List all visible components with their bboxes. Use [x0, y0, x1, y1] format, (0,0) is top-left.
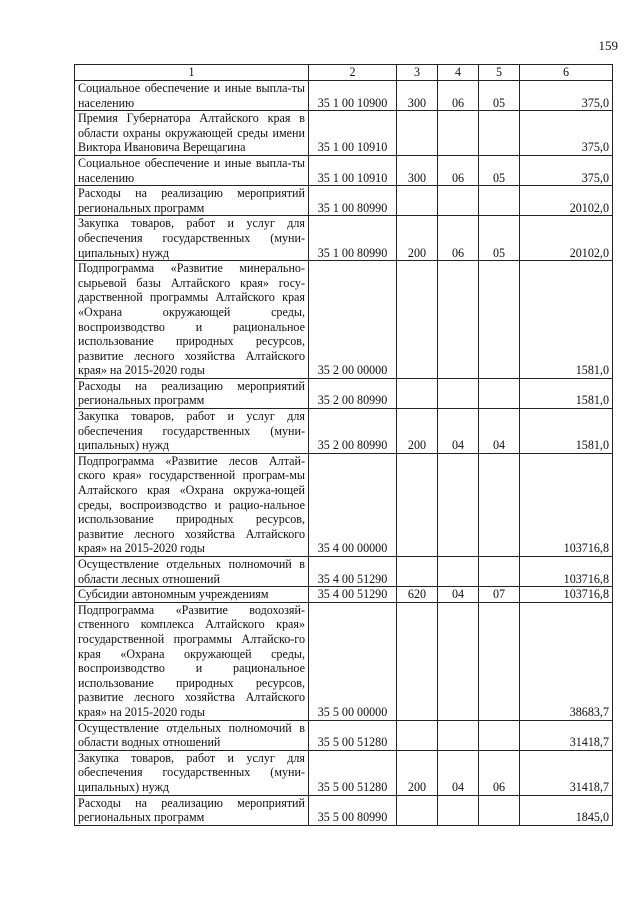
row-section-cell: [438, 186, 479, 216]
table-body: [75, 81, 613, 826]
row-code-cell: 35 5 00 80990: [309, 795, 397, 825]
row-subsection-cell: 05: [479, 155, 520, 185]
row-expense-type-cell: 200: [397, 216, 438, 261]
row-code-cell: 35 2 00 00000: [309, 261, 397, 379]
row-expense-type-cell: [397, 557, 438, 587]
row-amount-cell: 38683,7: [520, 602, 613, 720]
row-code-cell: 35 5 00 51280: [309, 750, 397, 795]
row-amount-cell: 103716,8: [520, 587, 613, 603]
row-subsection-cell: [479, 720, 520, 750]
row-section-cell: [438, 557, 479, 587]
table-row: [75, 261, 613, 379]
row-code-cell: 35 1 00 10910: [309, 155, 397, 185]
row-section-cell: 04: [438, 587, 479, 603]
row-subsection-cell: 05: [479, 81, 520, 111]
row-section-cell: 04: [438, 409, 479, 454]
row-name-cell: Закупка товаров, работ и услуг для обеспечения государственных (муни-ципальных) нужд: [75, 409, 309, 454]
row-amount-cell: 31418,7: [520, 750, 613, 795]
row-section-cell: 06: [438, 155, 479, 185]
row-amount-cell: 1845,0: [520, 795, 613, 825]
table-row: [75, 602, 613, 720]
column-header-3: 3: [397, 65, 438, 81]
row-amount-cell: 1581,0: [520, 378, 613, 408]
table-row: [75, 409, 613, 454]
row-name-cell: Осуществление отдельных полномочий в области лесных отношений: [75, 557, 309, 587]
row-subsection-cell: [479, 111, 520, 156]
row-amount-cell: 375,0: [520, 111, 613, 156]
row-expense-type-cell: [397, 186, 438, 216]
row-expense-type-cell: [397, 602, 438, 720]
row-amount-cell: 103716,8: [520, 557, 613, 587]
row-name-cell: Осуществление отдельных полномочий в области водных отношений: [75, 720, 309, 750]
row-code-cell: 35 1 00 10910: [309, 111, 397, 156]
table-row: [75, 111, 613, 156]
row-subsection-cell: 04: [479, 409, 520, 454]
row-expense-type-cell: [397, 261, 438, 379]
row-name-cell: Подпрограмма «Развитие водохозяй-ственного комплекса Алтайского края» государственной программы Алтайско-го края «Охрана окружающей среды, воспроизводство и рациональное использование природных ресурсов, развитие лесного хозяйства Алтайского края» на 2015-2020 годы: [75, 602, 309, 720]
row-code-cell: 35 1 00 10900: [309, 81, 397, 111]
column-header-4: 4: [438, 65, 479, 81]
row-amount-cell: 20102,0: [520, 186, 613, 216]
table-row: [75, 795, 613, 825]
table-row: [75, 720, 613, 750]
row-code-cell: 35 4 00 51290: [309, 557, 397, 587]
table-row: [75, 750, 613, 795]
row-subsection-cell: 05: [479, 216, 520, 261]
row-expense-type-cell: [397, 720, 438, 750]
table-row: [75, 557, 613, 587]
page-number: 159: [598, 38, 618, 53]
row-name-cell: Подпрограмма «Развитие лесов Алтай-ского края» государственной програм-мы Алтайского края «Охрана окружа-ющей среды, воспроизводство и рацио-нальное использование природных ресурсов, развитие лесного хозяйства Алтайского края» на 2015-2020 годы: [75, 453, 309, 556]
table-header-row: [75, 65, 613, 81]
row-subsection-cell: [479, 557, 520, 587]
row-name-cell: Расходы на реализацию мероприятий региональных программ: [75, 186, 309, 216]
row-expense-type-cell: [397, 378, 438, 408]
row-section-cell: 06: [438, 216, 479, 261]
column-header-6: 6: [520, 65, 613, 81]
row-subsection-cell: [479, 795, 520, 825]
row-name-cell: Подпрограмма «Развитие минерально-сырьевой базы Алтайского края» госу-дарственной программы Алтайского края «Охрана окружающей среды, воспроизводство и рациональное использование природных ресурсов, развитие лесного хозяйства Алтайского края» на 2015-2020 годы: [75, 261, 309, 379]
table-row: [75, 155, 613, 185]
row-section-cell: [438, 602, 479, 720]
row-code-cell: 35 1 00 80990: [309, 186, 397, 216]
row-code-cell: 35 5 00 51280: [309, 720, 397, 750]
row-amount-cell: 1581,0: [520, 261, 613, 379]
table-row: [75, 453, 613, 556]
row-subsection-cell: [479, 453, 520, 556]
row-section-cell: [438, 261, 479, 379]
column-header-2: 2: [309, 65, 397, 81]
row-subsection-cell: 07: [479, 587, 520, 603]
row-name-cell: Премия Губернатора Алтайского края в области охраны окружающей среды имени Виктора Ивановича Верещагина: [75, 111, 309, 156]
row-section-cell: [438, 111, 479, 156]
row-name-cell: Социальное обеспечение и иные выпла-ты населению: [75, 155, 309, 185]
row-code-cell: 35 2 00 80990: [309, 409, 397, 454]
row-code-cell: 35 4 00 51290: [309, 587, 397, 603]
row-code-cell: 35 4 00 00000: [309, 453, 397, 556]
row-subsection-cell: [479, 378, 520, 408]
row-section-cell: 04: [438, 750, 479, 795]
row-name-cell: Расходы на реализацию мероприятий региональных программ: [75, 795, 309, 825]
row-expense-type-cell: 300: [397, 155, 438, 185]
row-amount-cell: 103716,8: [520, 453, 613, 556]
column-header-1: 1: [75, 65, 309, 81]
row-expense-type-cell: 200: [397, 750, 438, 795]
row-section-cell: [438, 453, 479, 556]
row-subsection-cell: [479, 261, 520, 379]
row-name-cell: Субсидии автономным учреждениям: [75, 587, 309, 603]
table-row: [75, 186, 613, 216]
row-amount-cell: 20102,0: [520, 216, 613, 261]
row-amount-cell: 31418,7: [520, 720, 613, 750]
row-subsection-cell: [479, 186, 520, 216]
row-code-cell: 35 2 00 80990: [309, 378, 397, 408]
row-expense-type-cell: [397, 795, 438, 825]
row-expense-type-cell: [397, 453, 438, 556]
row-section-cell: [438, 720, 479, 750]
budget-table: [74, 64, 613, 826]
row-section-cell: 06: [438, 81, 479, 111]
row-amount-cell: 375,0: [520, 155, 613, 185]
row-subsection-cell: 06: [479, 750, 520, 795]
row-section-cell: [438, 795, 479, 825]
row-expense-type-cell: 620: [397, 587, 438, 603]
row-amount-cell: 1581,0: [520, 409, 613, 454]
row-name-cell: Закупка товаров, работ и услуг для обеспечения государственных (муни-ципальных) нужд: [75, 750, 309, 795]
row-expense-type-cell: 300: [397, 81, 438, 111]
row-name-cell: Социальное обеспечение и иные выпла-ты населению: [75, 81, 309, 111]
table-row: [75, 587, 613, 603]
row-subsection-cell: [479, 602, 520, 720]
row-section-cell: [438, 378, 479, 408]
row-name-cell: Закупка товаров, работ и услуг для обеспечения государственных (муни-ципальных) нужд: [75, 216, 309, 261]
table-row: [75, 81, 613, 111]
row-expense-type-cell: [397, 111, 438, 156]
row-expense-type-cell: 200: [397, 409, 438, 454]
row-name-cell: Расходы на реализацию мероприятий региональных программ: [75, 378, 309, 408]
row-code-cell: 35 1 00 80990: [309, 216, 397, 261]
row-code-cell: 35 5 00 00000: [309, 602, 397, 720]
column-header-5: 5: [479, 65, 520, 81]
row-amount-cell: 375,0: [520, 81, 613, 111]
table-row: [75, 216, 613, 261]
table-row: [75, 378, 613, 408]
